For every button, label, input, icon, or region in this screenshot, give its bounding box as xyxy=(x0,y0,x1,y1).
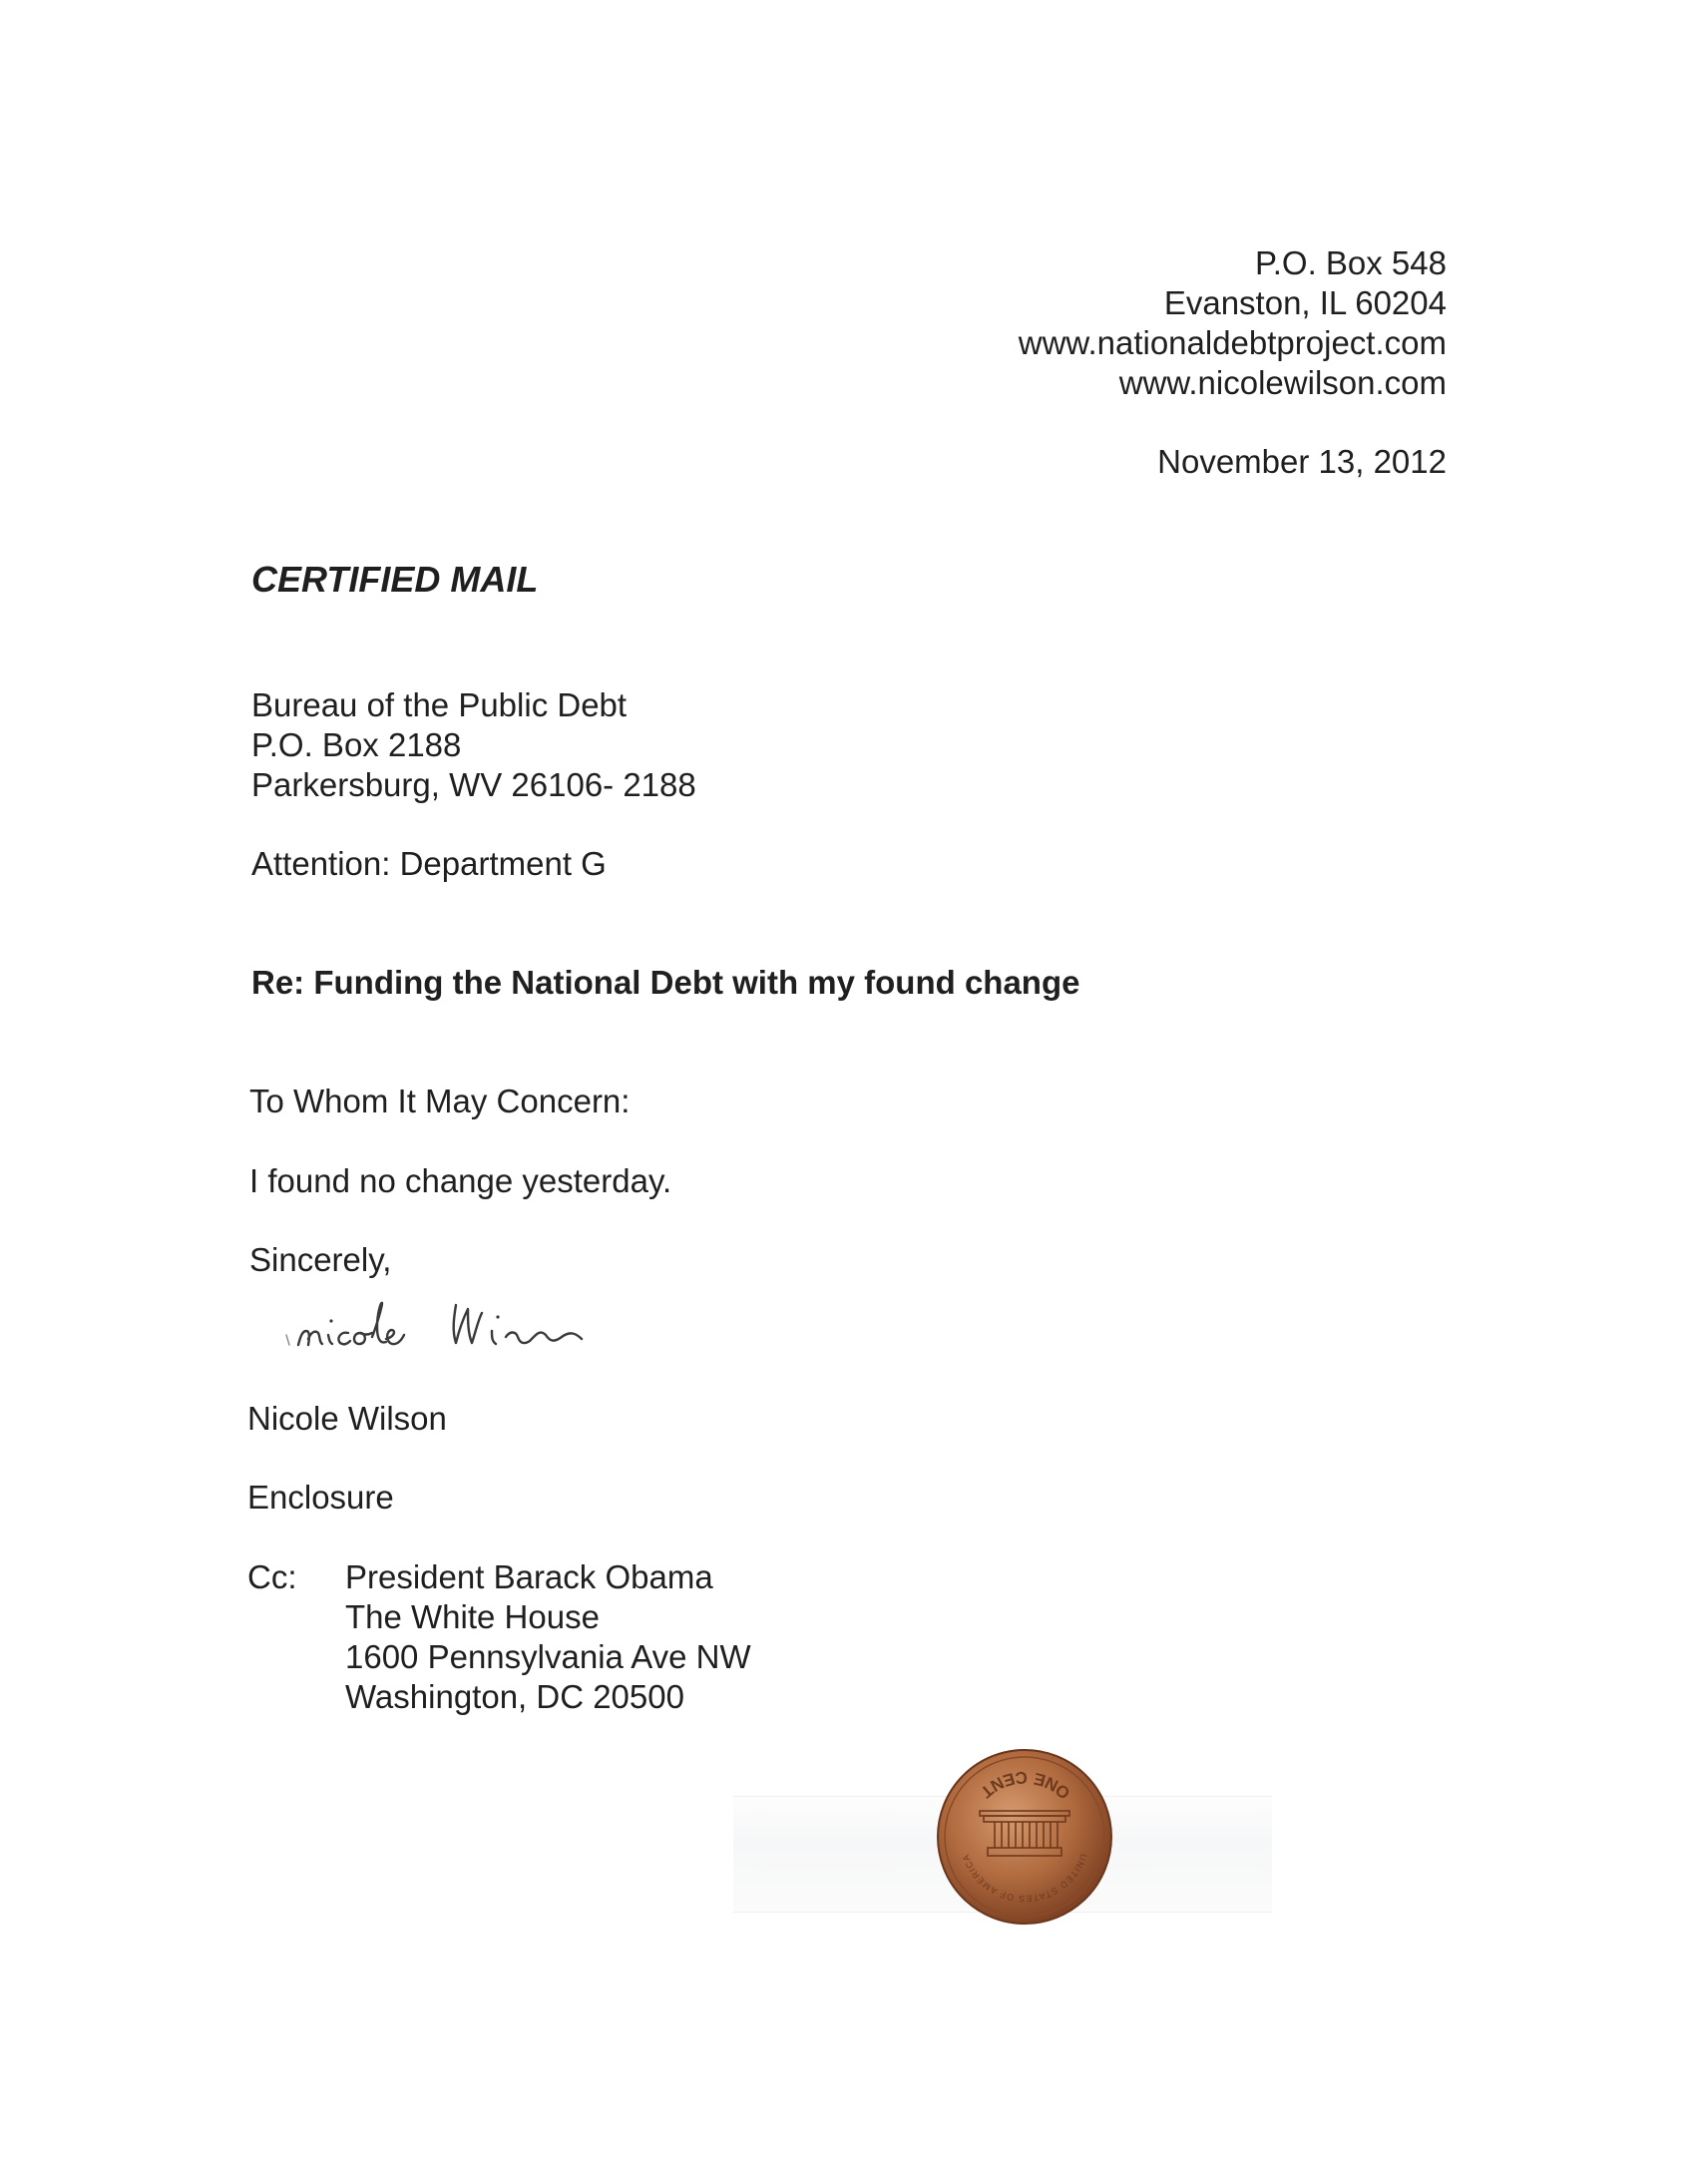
letter-body: I found no change yesterday. xyxy=(249,1162,672,1199)
letter-date: November 13, 2012 xyxy=(1157,443,1447,480)
cc-line-3: 1600 Pennsylvania Ave NW xyxy=(345,1638,751,1675)
signer-name: Nicole Wilson xyxy=(247,1400,447,1437)
mail-type-heading: CERTIFIED MAIL xyxy=(251,559,539,600)
coin-rim-text: UNITED STATES OF AMERICA xyxy=(960,1852,1089,1905)
subject-line: Re: Funding the National Debt with my found change xyxy=(251,964,1080,1001)
recipient-attention: Attention: Department G xyxy=(251,845,607,882)
penny-coin xyxy=(936,1748,1113,1926)
closing: Sincerely, xyxy=(249,1241,392,1278)
cc-line-1: President Barack Obama xyxy=(345,1558,713,1595)
sender-address-line2: Evanston, IL 60204 xyxy=(1163,284,1447,321)
coin-top-text: ONE CENT xyxy=(975,1767,1074,1804)
cc-line-2: The White House xyxy=(345,1598,600,1635)
enclosure-note: Enclosure xyxy=(247,1479,394,1516)
salutation: To Whom It May Concern: xyxy=(249,1083,631,1119)
recipient-address-line2: Parkersburg, WV 26106- 2188 xyxy=(251,766,696,803)
sender-address-line1: P.O. Box 548 xyxy=(1254,244,1447,281)
handwritten-signature xyxy=(284,1287,663,1372)
cc-label: Cc: xyxy=(247,1558,297,1595)
sender-website-1: www.nationaldebtproject.com xyxy=(1018,324,1447,361)
recipient-name: Bureau of the Public Debt xyxy=(251,686,628,723)
cc-line-4: Washington, DC 20500 xyxy=(345,1678,684,1715)
sender-website-2: www.nicolewilson.com xyxy=(1118,364,1447,401)
recipient-address-line1: P.O. Box 2188 xyxy=(251,726,462,763)
